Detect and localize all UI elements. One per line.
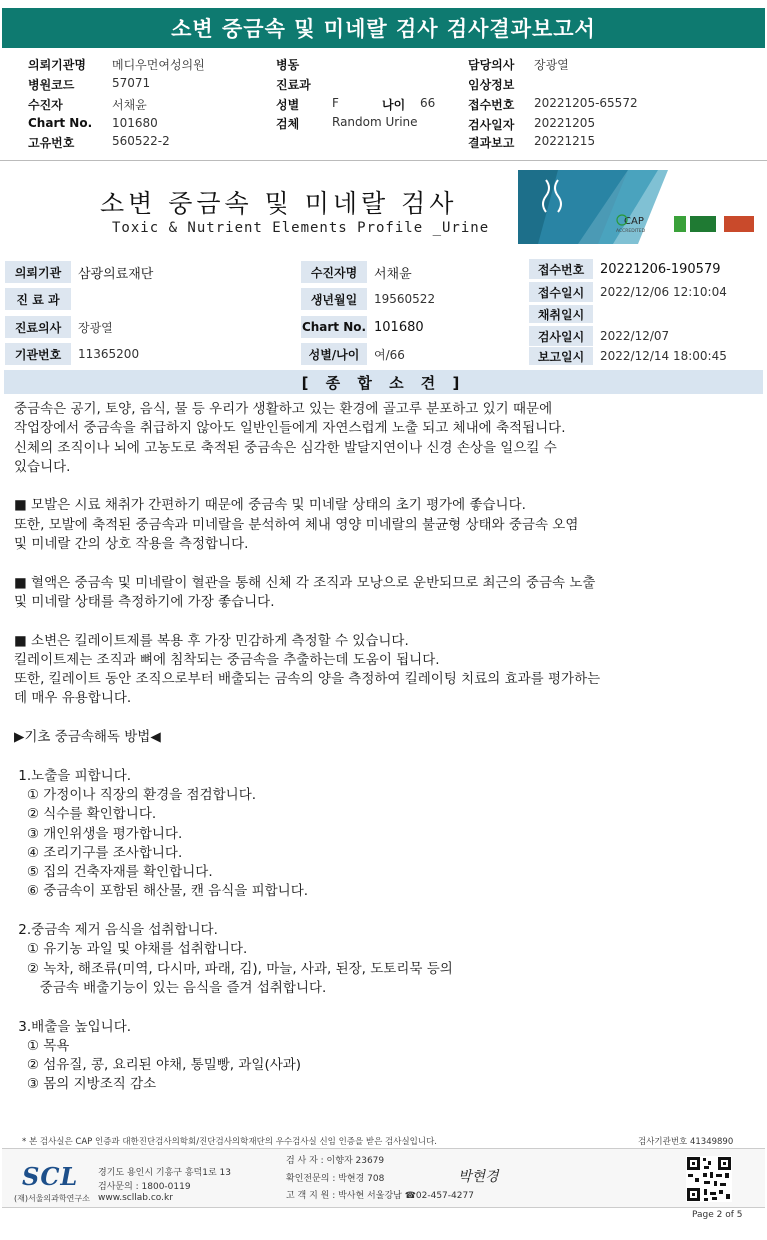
summary-line: ■ 소변은 킬레이트제를 복용 후 가장 민감하게 측정할 수 있습니다.	[14, 632, 409, 649]
page-number: Page 2 of 5	[692, 1210, 743, 1220]
info-report-label: 보고일시	[528, 346, 594, 366]
summary-line: 2.중금속 제거 음식을 섭취합니다.	[14, 922, 218, 939]
info-doctor-label: 진료의사	[4, 315, 72, 339]
hospital-label: 의뢰기관명	[28, 58, 86, 72]
summary-line: 및 미네랄 간의 상호 작용을 측정합니다.	[14, 536, 249, 553]
scl-logo: SCL	[22, 1162, 79, 1191]
report-title-banner	[2, 8, 765, 48]
chart-value: 101680	[112, 116, 158, 130]
sex-label: 성별	[276, 98, 300, 112]
summary-line: 및 미네랄 상태를 측정하기에 가장 좋습니다.	[14, 593, 275, 610]
summary-line: 킬레이트제는 조직과 뼈에 침착되는 중금속을 추출하는데 도움이 됩니다.	[14, 651, 440, 668]
summary-line: 작업장에서 중금속을 취급하지 않아도 일반인들에게 자연스럽게 노출 되고 체내에 축적됩니다.	[14, 420, 566, 437]
summary-line: 1.노출을 피합니다.	[14, 767, 132, 784]
info-collect-label: 채취일시	[528, 304, 594, 324]
info-chart-label: Chart No.	[300, 315, 368, 339]
hospital-value: 메디우먼여성의원	[112, 58, 205, 72]
info-birth-label: 생년월일	[300, 287, 368, 311]
summary-line	[14, 554, 714, 573]
summary-line	[14, 902, 714, 921]
test-date-label: 검사일자	[468, 118, 515, 132]
summary-line: 또한, 킬레이트 동안 조직으로부터 배출되는 금속의 양을 측정하여 킬레이팅 치료의 효과를 평가하는	[14, 671, 601, 688]
footer-support: 고 객 지 원 : 박사현 서울강남 ☎02-457-4277	[286, 1191, 474, 1201]
footer-address: 경기도 용인시 기흥구 흥덕1로 13	[98, 1168, 231, 1178]
age-label: 나이	[382, 98, 406, 112]
summary-heading	[4, 370, 763, 394]
summary-line	[14, 998, 714, 1017]
footer-website[interactable]: www.scllab.co.kr	[98, 1193, 173, 1203]
summary-line	[14, 747, 714, 766]
ward-label: 병동	[276, 58, 300, 72]
dept-label: 진료과	[276, 78, 311, 92]
report-title: 소변 중금속 및 미네랄 검사 검사결과보고서	[171, 17, 596, 41]
summary-line: ① 가정이나 직장의 환경을 점검합니다.	[14, 786, 257, 803]
info-orgno-label: 기관번호	[4, 342, 72, 366]
lab-title: 소변 중금속 및 미네랄 검사	[100, 189, 458, 218]
summary-title: [ 종 합 소 견 ]	[301, 373, 466, 392]
footer-reviewer: 확인전문의 : 박현경 708	[286, 1174, 385, 1184]
summary-line: 또한, 모발에 축적된 중금속과 미네랄을 분석하여 체내 영양 미네랄의 불균형 상태와 중금속 오염	[14, 516, 579, 533]
info-testdate-label: 검사일시	[528, 325, 594, 347]
receipt-value: 20221205-65572	[534, 96, 638, 110]
info-patient-value: 서채윤	[374, 266, 412, 282]
info-doctor-value: 장광열	[78, 320, 113, 335]
chart-label: Chart No.	[28, 116, 93, 130]
code-label: 병원코드	[28, 78, 75, 92]
info-sexage-value: 여/66	[374, 347, 405, 362]
summary-line: ② 섬유질, 콩, 요리된 야채, 통밀빵, 과일(사과)	[14, 1057, 302, 1074]
summary-line: ① 유기농 과일 및 야채를 섭취합니다.	[14, 941, 248, 958]
lab-header-graphic	[518, 170, 767, 244]
info-chart-value: 101680	[374, 319, 424, 335]
info-testdate-value: 2022/12/07	[600, 329, 670, 343]
doctor-label: 담당의사	[468, 58, 515, 72]
age-value: 66	[420, 96, 436, 110]
summary-line: 있습니다.	[14, 458, 71, 475]
summary-line: 데 매우 유용합니다.	[14, 690, 132, 707]
sex-value: F	[332, 96, 339, 110]
summary-line: ④ 조리기구를 조사합니다.	[14, 844, 183, 861]
id-label: 고유번호	[28, 136, 75, 150]
summary-line	[14, 477, 714, 496]
info-report-value: 2022/12/14 18:00:45	[600, 349, 727, 363]
summary-line: ■ 모발은 시료 채취가 간편하기 때문에 중금속 및 미네랄 상태의 초기 평가에 좋습니다.	[14, 497, 526, 514]
svg-text:ACCREDITED: ACCREDITED	[616, 229, 646, 234]
info-collect-value	[594, 304, 764, 324]
info-receipt-date-value: 2022/12/06 12:10:04	[600, 285, 727, 299]
id-value: 560522-2	[112, 134, 170, 148]
info-receipt-label: 접수번호	[528, 258, 594, 280]
footer-inquiry: 검사문의 : 1800-0119	[98, 1182, 191, 1192]
receipt-label: 접수번호	[468, 98, 515, 112]
summary-line: 중금속 배출기능이 있는 음식을 즐겨 섭취합니다.	[14, 979, 327, 996]
reviewer-signature: 박현경	[458, 1169, 499, 1185]
test-date-value: 20221205	[534, 116, 596, 130]
specimen-label: 검체	[276, 117, 300, 131]
code-value: 57071	[112, 76, 151, 90]
summary-line: ⑥ 중금속이 포함된 해산물, 캔 음식을 피합니다.	[14, 883, 309, 900]
footer-tester: 검 사 자 : 이향자 23679	[286, 1156, 385, 1166]
scl-logo-subtitle: (재)서울의과학연구소	[14, 1194, 90, 1203]
summary-line: 중금속은 공기, 토양, 음식, 물 등 우리가 생활하고 있는 환경에 골고루 분포하고 있기 때문에	[14, 401, 553, 417]
summary-line: ▶기초 중금속해독 방법◀	[14, 729, 161, 746]
summary-line: ■ 혈액은 중금속 및 미네랄이 혈관을 통해 신체 각 조직과 모낭으로 운반되므로 최근의 중금속 노출	[14, 574, 596, 591]
summary-line	[14, 612, 714, 631]
info-inst-label: 의뢰기관	[4, 260, 72, 284]
info-birth-value: 19560522	[374, 292, 436, 306]
report-date-label: 결과보고	[468, 136, 515, 150]
report-date-value: 20221215	[534, 134, 596, 148]
specimen-value: Random Urine	[332, 115, 418, 129]
summary-line	[14, 709, 714, 728]
summary-body	[14, 400, 714, 1095]
info-receipt-value: 20221206-190579	[600, 261, 721, 277]
patient-value: 서채윤	[112, 98, 147, 112]
summary-line: ① 목욕	[14, 1037, 70, 1054]
info-receipt-date-label: 접수일시	[528, 281, 594, 303]
info-dept-value	[72, 287, 298, 311]
info-dept-label: 진 료 과	[4, 287, 72, 311]
summary-line: ⑤ 집의 건축자재를 확인합니다.	[14, 864, 213, 881]
footer-lab-number: 검사기관번호 41349890	[638, 1137, 734, 1147]
patient-label: 수진자	[28, 98, 63, 112]
summary-line: ③ 개인위생을 평가합니다.	[14, 825, 183, 842]
info-orgno-value: 11365200	[78, 347, 140, 361]
summary-line: 신체의 조직이나 뇌에 고농도로 축적된 중금속은 심각한 발달지연이나 신경 손상을 일으킬 수	[14, 439, 557, 456]
info-inst-value: 삼광의료재단	[78, 266, 154, 282]
clinical-label: 임상정보	[468, 78, 515, 92]
summary-line: ② 녹차, 해조류(미역, 다시마, 파래, 김), 마늘, 사과, 된장, 도토리묵 등의	[14, 960, 453, 977]
info-sexage-label: 성별/나이	[300, 342, 368, 366]
svg-text:CAP: CAP	[624, 216, 644, 227]
summary-line: ② 식수를 확인합니다.	[14, 806, 157, 823]
lab-subtitle: Toxic & Nutrient Elements Profile _Urine	[112, 220, 490, 236]
header-divider	[0, 160, 767, 161]
doctor-value: 장광열	[534, 58, 569, 72]
qr-code-icon	[686, 1156, 732, 1202]
info-patient-label: 수진자명	[300, 260, 368, 284]
summary-line: ③ 몸의 지방조직 감소	[14, 1076, 157, 1093]
summary-line: 3.배출을 높입니다.	[14, 1018, 132, 1035]
footer-certification-note: * 본 검사실은 CAP 인증과 대한진단검사의학회/진단검사의학재단의 우수검사실 신임 인증을 받은 검사실입니다.	[22, 1137, 437, 1147]
